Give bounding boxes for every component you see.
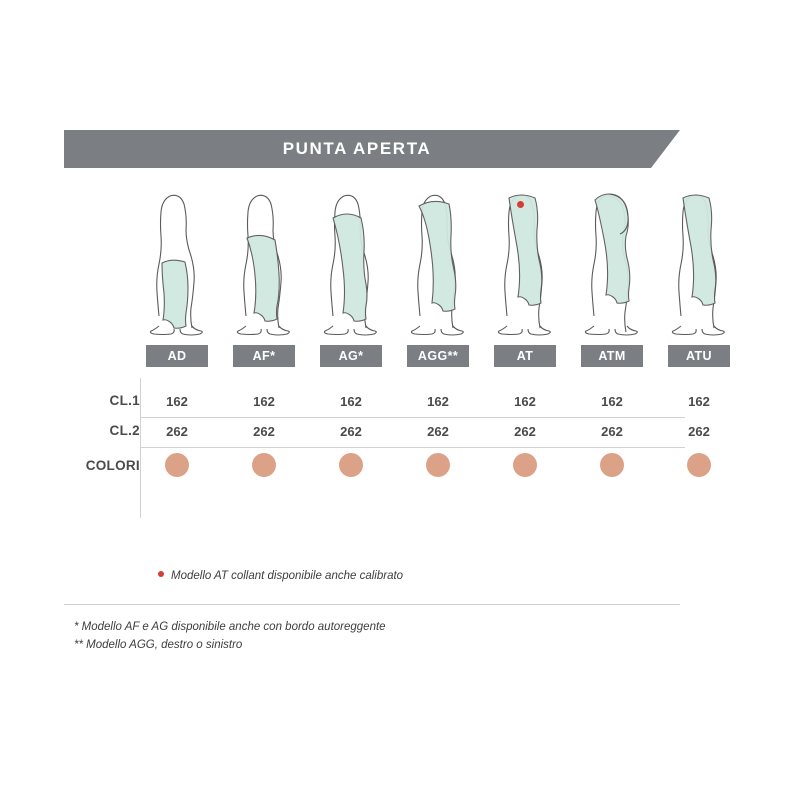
at-calibrated-marker-icon xyxy=(517,201,524,208)
figure-ag xyxy=(314,190,388,338)
column-header-at: AT xyxy=(494,345,556,367)
column-header-atu: ATU xyxy=(668,345,730,367)
color-swatch-atm xyxy=(600,453,624,477)
column-header-af: AF* xyxy=(233,345,295,367)
figure-atm xyxy=(575,190,649,338)
cell-cl1-at: 162 xyxy=(514,394,536,409)
cell-cl1-atu: 162 xyxy=(688,394,710,409)
page-title: PUNTA APERTA xyxy=(282,139,432,158)
cell-cl1-atm: 162 xyxy=(601,394,623,409)
cell-cl2-atm: 262 xyxy=(601,424,623,439)
color-swatch-atu xyxy=(687,453,711,477)
note-calibrated-text: Modello AT collant disponibile anche calibrato xyxy=(171,570,404,582)
table-divider-2 xyxy=(140,447,685,448)
figure-agg xyxy=(401,190,475,338)
column-header-atm: ATM xyxy=(581,345,643,367)
figure-af xyxy=(227,190,301,338)
cell-cl1-ad: 162 xyxy=(166,394,188,409)
row-label-colori: COLORI xyxy=(85,458,140,473)
row-label-cl1: CL.1 xyxy=(109,393,140,408)
column-header-ad: AD xyxy=(146,345,208,367)
color-swatch-af xyxy=(252,453,276,477)
note-calibrated xyxy=(158,570,403,582)
cell-cl1-agg: 162 xyxy=(427,394,449,409)
row-cl1 xyxy=(140,387,710,417)
row-label-cl2: CL.2 xyxy=(109,423,140,438)
column-headers xyxy=(140,345,712,367)
color-swatch-agg xyxy=(426,453,450,477)
notes-divider xyxy=(64,604,680,605)
cell-cl1-af: 162 xyxy=(253,394,275,409)
row-cl2 xyxy=(140,417,710,447)
color-swatch-ad xyxy=(165,453,189,477)
red-dot-icon xyxy=(158,571,164,577)
cell-cl2-at: 262 xyxy=(514,424,536,439)
cell-cl2-atu: 262 xyxy=(688,424,710,439)
note-asterisk-double: ** Modello AGG, destro o sinistro xyxy=(74,639,243,651)
color-swatch-at xyxy=(513,453,537,477)
cell-cl2-ad: 262 xyxy=(166,424,188,439)
banner xyxy=(64,130,680,168)
color-swatch-ag xyxy=(339,453,363,477)
figure-ad xyxy=(140,190,214,338)
figure-row xyxy=(140,190,685,340)
cell-cl2-af: 262 xyxy=(253,424,275,439)
row-colori xyxy=(140,453,685,487)
column-header-agg: AGG** xyxy=(407,345,469,367)
cell-cl2-agg: 262 xyxy=(427,424,449,439)
cell-cl1-ag: 162 xyxy=(340,394,362,409)
note-asterisk-single: * Modello AF e AG disponibile anche con bordo autoreggente xyxy=(74,621,386,633)
column-header-ag: AG* xyxy=(320,345,382,367)
cell-cl2-ag: 262 xyxy=(340,424,362,439)
figure-atu xyxy=(662,190,736,338)
figure-at xyxy=(488,190,562,338)
